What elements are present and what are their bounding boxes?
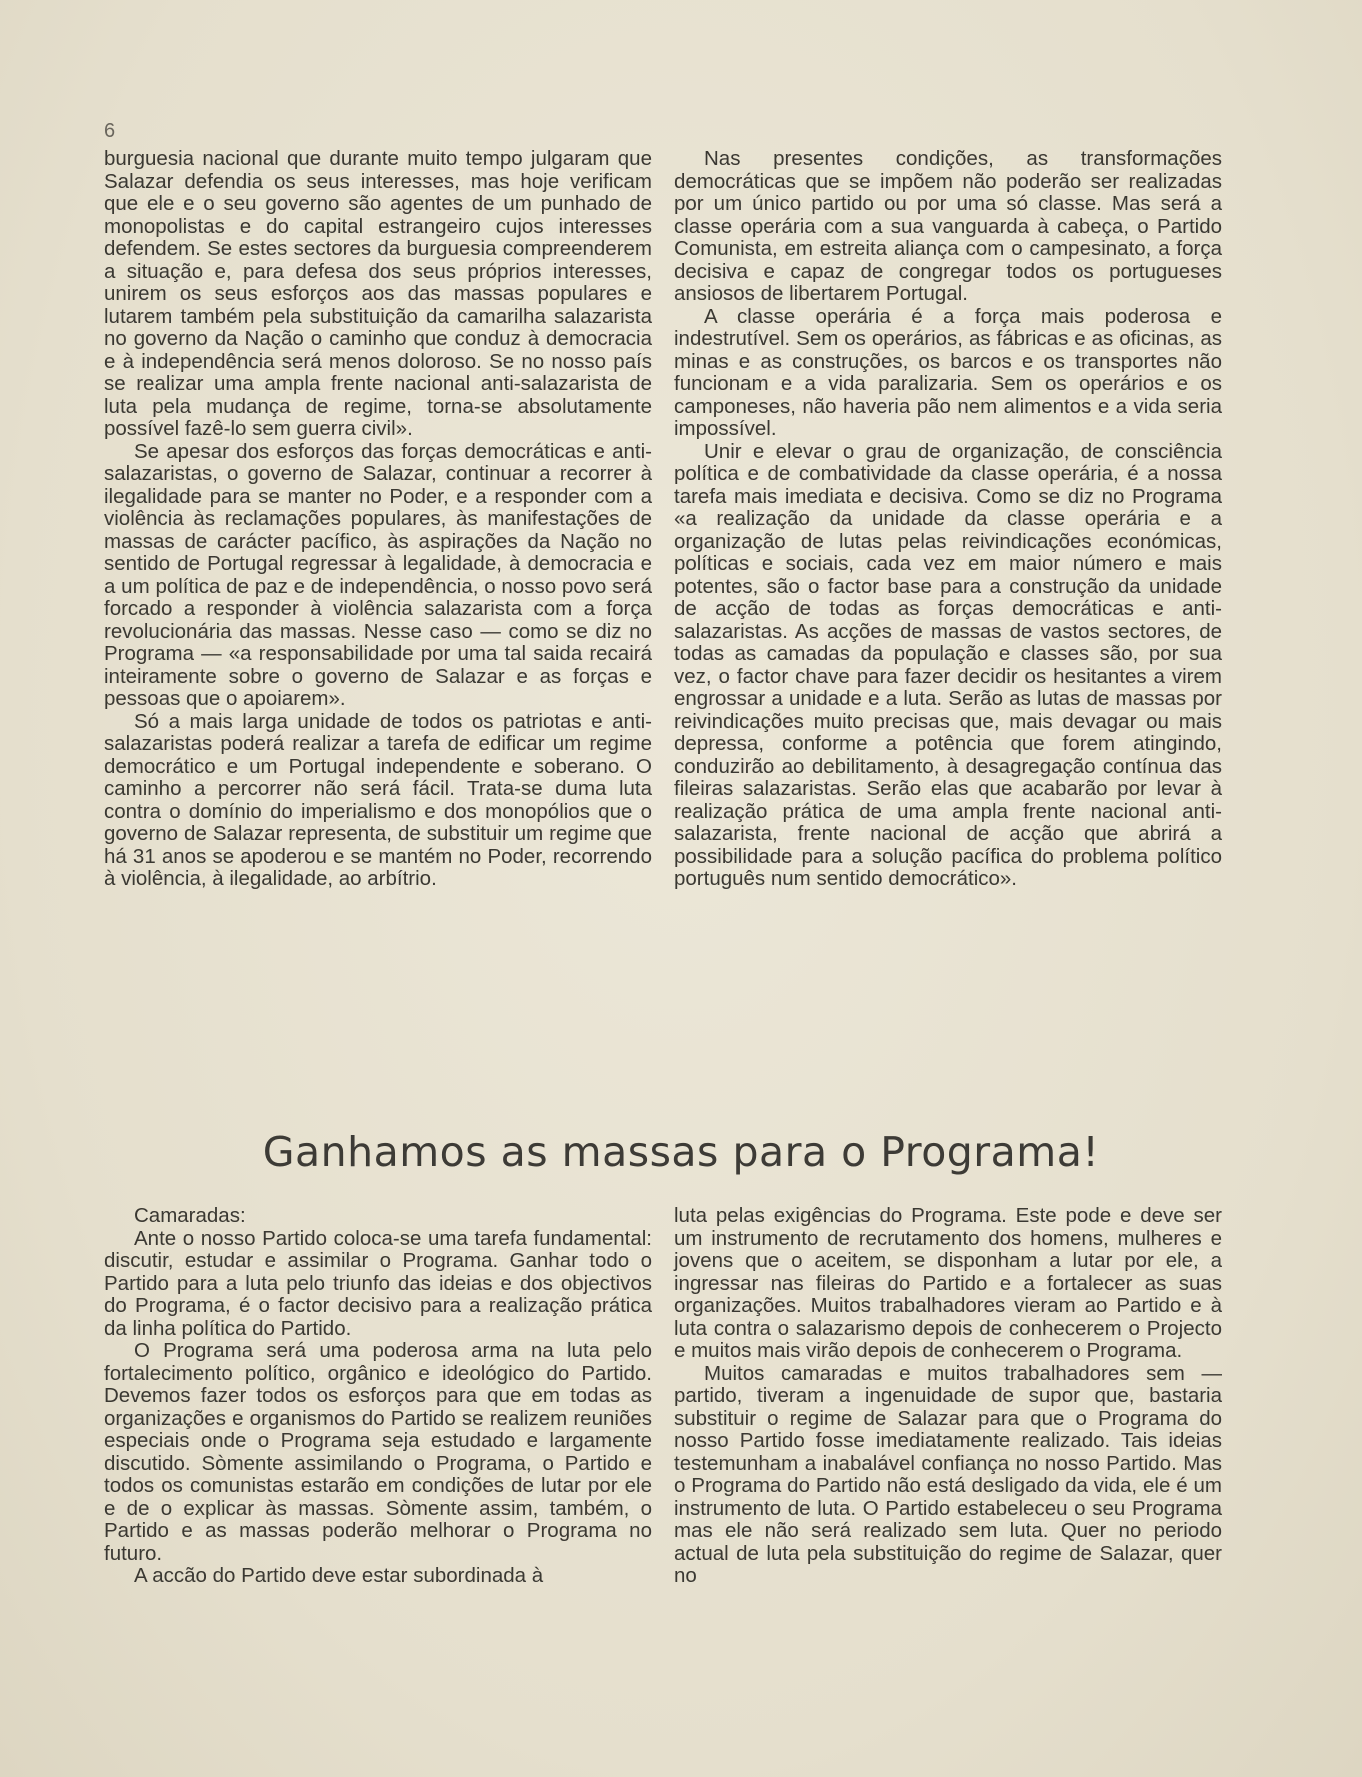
bottom-left-column [104, 1205, 652, 1588]
paragraph: Só a mais larga unidade de todos os patriotas e anti-salazaristas poderá realizar a tarefa de edificar um regime democrático e um Portugal independente e soberano. O caminho a percorrer não será fácil. Trata-se duma luta contra o domínio do imperialismo e dos monopólios que o governo de Salazar representa, de substituir um regime que há 31 anos se apoderou e se mantém no Poder, recorrendo à violência, à ilegalidade, ao arbítrio. [104, 709, 652, 890]
top-right-column [674, 148, 1222, 891]
bottom-right-column [674, 1205, 1222, 1588]
paragraph: O Programa será uma poderosa arma na luta pelo fortalecimento político, orgânico e ideológico do Partido. Devemos fazer todos os esforços para que em todas as organizações e organismos do Partido se realizem reuniões especiais onde o Programa seja estudado e largamente discutido. Sòmente assimilando o Programa, o Partido e todos os comunistas estarão em condições de lutar por ele e de o explicar às massas. Sòmente assim, também, o Partido e as massas poderão melhorar o Programa no futuro. [104, 1339, 652, 1565]
page-number: 6 [104, 120, 116, 142]
paragraph: burguesia nacional que durante muito tempo julgaram que Salazar defendia os seus interesses, mas hoje verificam que ele e o seu governo são agentes de um punhado de monopolistas e do capital estrangeiro cujos interesses defendem. Se estes sectores da burguesia compreenderem a situação e, para defesa dos seus próprios interesses, unirem os seus esforços aos das massas populares e lutarem também pela substituição da camarilha salazarista no governo da Nação o caminho que conduz à democracia e à independência será menos doloroso. Se no nosso país se realizar uma ampla frente nacional anti-salazarista de luta pela mudança de regime, torna-se absolutamente possível fazê-lo sem guerra civil». [104, 147, 652, 440]
paragraph: Camaradas: [134, 1204, 246, 1227]
paragraph: A classe operária é a força mais poderosa e indestrutível. Sem os operários, as fábricas e as oficinas, as minas e as construções, os barcos e os transportes não funcionam e a vida paralizaria. Sem os operários e os camponeses, não haveria pão nem alimentos e a vida seria impossível. [674, 304, 1222, 440]
paragraph: Ante o nosso Partido coloca-se uma tarefa fundamental: discutir, estudar e assimilar o Programa. Ganhar todo o Partido para a luta pelo triunfo das ideias e dos objectivos do Programa, é o factor decisivo para a realização prática da linha política do Partido. [104, 1226, 652, 1340]
top-left-column [104, 148, 652, 891]
paragraph: luta pelas exigências do Programa. Este pode e deve ser um instrumento de recrutamento dos homens, mulheres e jovens que o aceitem, se disponham a lutar por ele, a ingressar nas fileiras do Partido e a fortalecer as suas organizações. Muitos trabalhadores vieram ao Partido e à luta contra o salazarismo depois de conhecerem o Projecto e muitos mais virão depois de conhecerem o Programa. [674, 1204, 1222, 1362]
paragraph: Nas presentes condições, as transformações democráticas que se impõem não poderão ser realizadas por um único partido ou por uma só classe. Mas será a classe operária com a sua vanguarda à cabeça, o Partido Comunista, em estreita aliança com o campesinato, a força decisiva e capaz de congregar todos os portugueses ansiosos de libertarem Portugal. [674, 147, 1222, 305]
paragraph: A accão do Partido deve estar subordinada à [134, 1564, 544, 1587]
paragraph: Muitos camaradas e muitos trabalhadores sem — partido, tiveram a ingenuidade de supor que, bastaria substituir o regime de Salazar para que o Programa do nosso Partido fosse imediatamente realizado. Tais ideias testemunham a inabalável confiança no nosso Partido. Mas o Programa do Partido não está desligado da vida, ele é um instrumento de luta. O Partido estabeleceu o seu Programa mas ele não será realizado sem luta. Quer no periodo actual de luta pela substituição do regime de Salazar, quer no [674, 1361, 1222, 1587]
paragraph: Unir e elevar o grau de organização, de consciência política e de combatividade da classe operária, é a nossa tarefa mais imediata e decisiva. Como se diz no Programa «a realização da unidade da classe operária e a organização de lutas pelas reivindicações económicas, políticas e sociais, cada vez em maior número e mais potentes, são o factor base para a construção da unidade de acção de todas as forças democráticas e anti-salazaristas. As acções de massas de vastos sectores, de todas as camadas da população e classes são, por sua vez, o factor chave para fazer decidir os hesitantes a virem engrossar a unidade e a luta. Serão as lutas de massas por reivindicações muito precisas que, mais devagar ou mais depressa, conforme a potência que forem atingindo, conduzirão ao debilitamento, à desagregação contínua das fileiras salazaristas. Serão elas que acabarão por levar à realização prática de uma ampla frente nacional anti-salazarista, frente nacional de acção que abrirá a possibilidade para a solução pacífica do problema político português num sentido democrático». [674, 439, 1222, 890]
paragraph: Se apesar dos esforços das forças democráticas e anti-salazaristas, o governo de Salazar, continuar a recorrer à ilegalidade para se manter no Poder, e a responder com a violência às reclamações populares, às manifestações de massas de carácter pacífico, às aspirações da Nação no sentido de Portugal regressar à legalidade, à democracia e a um política de paz e de independência, o nosso povo será forcado a responder à violência salazarista com a força revolucionária das massas. Nesse caso — como se diz no Programa — «a responsabilidade por uma tal saida recairá inteiramente sobre o governo de Salazar e as forças e pessoas que o apoiarem». [104, 439, 652, 710]
section-headline: Ganhamos as massas para o Programa! [262, 1128, 1100, 1176]
